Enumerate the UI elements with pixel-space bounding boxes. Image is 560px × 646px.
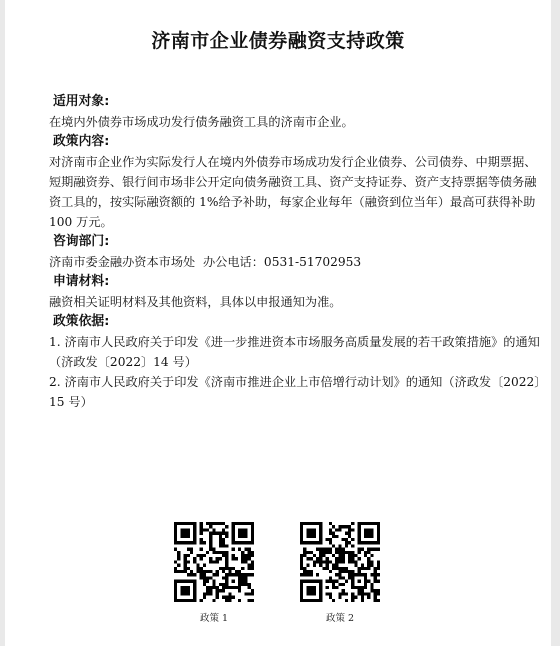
qr-label-2: 政策 2 bbox=[325, 613, 355, 624]
section-heading-contact: 咨询部门: bbox=[53, 234, 110, 249]
section-heading-target: 适用对象: bbox=[53, 94, 110, 109]
section-text-materials: 融资相关证明材料及其他资料，具体以申报通知为准。 bbox=[49, 295, 342, 309]
section-text-content: 对济南市企业作为实际发行人在境内外债券市场成功发行企业债券、公司债券、中期票据、短期融资券、银行间市场非公开定向债务融资工具、资产支持证券、资产支持票据等债务融资工具的，按实际融资额的 1%给予补助，每家企业每年（融资到位当年）最高可获得补助 100 万元。 bbox=[49, 155, 537, 229]
section-heading-content: 政策内容: bbox=[53, 134, 110, 149]
qr-label-1: 政策 1 bbox=[199, 613, 229, 624]
qr-code-policy-1[interactable] bbox=[174, 522, 254, 624]
qr-code-area bbox=[5, 522, 551, 632]
section-text-contact: 济南市委金融办资本市场处 办公电话：0531-51702953 bbox=[49, 255, 362, 269]
section-text-basis-1: 1. 济南市人民政府关于印发《进一步推进资本市场服务高质量发展的若干政策措施》的通知（济政发〔2022〕14 号） bbox=[49, 335, 540, 369]
qr-code-icon bbox=[300, 522, 380, 602]
document-page bbox=[5, 0, 551, 646]
section-heading-basis: 政策依据: bbox=[53, 314, 110, 329]
qr-code-icon bbox=[174, 522, 254, 602]
section-heading-materials: 申请材料: bbox=[53, 274, 110, 289]
section-text-basis-2: 2. 济南市人民政府关于印发《济南市推进企业上市倍增行动计划》的通知（济政发〔2022〕15 号） bbox=[49, 375, 541, 409]
page-title: 济南市企业债券融资支持政策 bbox=[151, 30, 405, 52]
qr-code-policy-2[interactable] bbox=[300, 522, 380, 624]
policy-content bbox=[49, 92, 541, 412]
section-text-target: 在境内外债券市场成功发行债务融资工具的济南市企业。 bbox=[49, 115, 354, 129]
